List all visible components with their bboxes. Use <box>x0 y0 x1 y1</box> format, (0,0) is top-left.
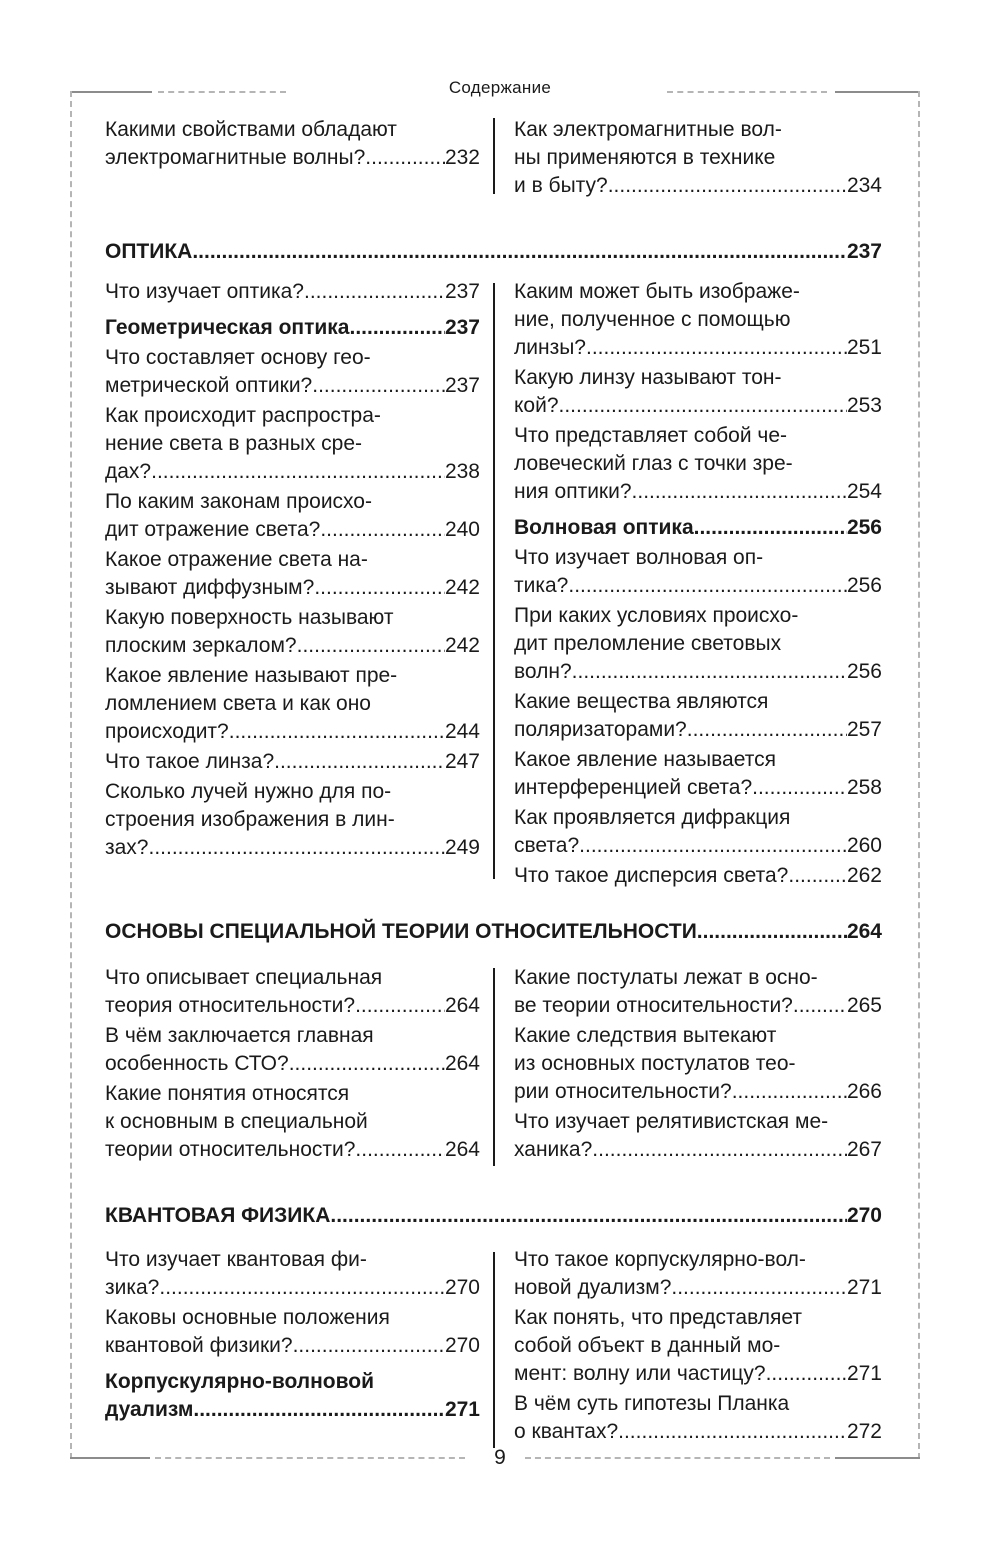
page-ref: 270 <box>444 1334 480 1357</box>
toc-entry[interactable] <box>514 688 882 744</box>
leader-dots <box>766 1360 847 1388</box>
leader-dots <box>694 514 847 542</box>
toc-entry[interactable] <box>514 1108 882 1164</box>
leader-dots <box>314 574 445 602</box>
page-ref: 237 <box>444 374 480 397</box>
entry-title: ханика? <box>514 1138 593 1161</box>
page-ref: 264 <box>444 994 480 1017</box>
entry-line: ны применяются в технике <box>514 146 776 169</box>
intro-divider <box>493 118 495 194</box>
entry-line: ломлением света и как оно <box>105 692 371 715</box>
leader-dots <box>274 748 445 776</box>
toc-subsection[interactable] <box>105 314 480 342</box>
entry-title: волн? <box>514 660 572 683</box>
toc-entry[interactable] <box>105 402 480 486</box>
toc-entry[interactable] <box>514 964 882 1020</box>
page-ref: 267 <box>846 1138 882 1161</box>
entry-title: тика? <box>514 574 569 597</box>
toc-entry[interactable] <box>514 804 882 860</box>
sto-left-column <box>105 964 480 1164</box>
leader-dots <box>559 392 847 420</box>
page-ref: 271 <box>846 1362 882 1385</box>
page-ref: 232 <box>444 146 480 169</box>
entry-line: Что представляет собой че- <box>514 424 788 447</box>
toc-entry[interactable] <box>514 364 882 420</box>
entry-title: новой дуализм? <box>514 1276 672 1299</box>
leader-dots <box>586 334 847 362</box>
optika-left-column <box>105 278 480 862</box>
page-ref: 237 <box>846 240 882 263</box>
entry-line: Что составляет основу гео- <box>105 346 371 369</box>
page-header: Содержание <box>448 78 552 97</box>
entry-title: интерференцией света? <box>514 776 753 799</box>
page-ref: 271 <box>444 1398 480 1421</box>
entry-title: зах? <box>105 836 149 859</box>
leader-dots <box>304 278 445 306</box>
entry-line: из основных постулатов тео- <box>514 1052 796 1075</box>
toc-entry[interactable] <box>514 1022 882 1106</box>
toc-entry[interactable] <box>514 602 882 686</box>
leader-dots <box>365 144 445 172</box>
leader-dots <box>752 774 847 802</box>
entry-line: В чём суть гипотезы Планка <box>514 1392 790 1415</box>
toc-entry[interactable] <box>514 746 882 802</box>
leader-dots <box>320 516 445 544</box>
page-ref: 237 <box>444 280 480 303</box>
entry-title: зика? <box>105 1276 160 1299</box>
leader-dots <box>355 992 445 1020</box>
entry-title: кой? <box>514 394 559 417</box>
page-ref: 240 <box>444 518 480 541</box>
toc-entry[interactable] <box>105 1246 480 1302</box>
entry-line: Что изучает релятивистская ме- <box>514 1110 829 1133</box>
leader-dots <box>687 716 847 744</box>
entry-line: Какое отражение света на- <box>105 548 368 571</box>
page-ref: 238 <box>444 460 480 483</box>
optika-right-column <box>514 278 882 890</box>
toc-entry[interactable] <box>514 544 882 600</box>
section-heading-sto[interactable] <box>105 918 882 946</box>
frame-top-dash-right <box>667 91 827 93</box>
entry-line: собой объект в данный мо- <box>514 1334 781 1357</box>
entry-title: Что такое линза? <box>105 750 275 773</box>
toc-entry[interactable] <box>105 778 480 862</box>
toc-entry[interactable] <box>105 1022 480 1078</box>
entry-title: теории относительности? <box>105 1138 356 1161</box>
entry-line: Что изучает волновая оп- <box>514 546 764 569</box>
entry-line: Какие постулаты лежат в осно- <box>514 966 818 989</box>
entry-title: Геометрическая оптика <box>105 316 350 339</box>
section-heading-kvant[interactable] <box>105 1202 882 1230</box>
leader-dots <box>579 832 847 860</box>
toc-entry[interactable] <box>514 422 882 506</box>
entry-title: и в быту? <box>514 174 608 197</box>
page-ref: 254 <box>846 480 882 503</box>
toc-entry[interactable] <box>105 1080 480 1164</box>
entry-line: Какие следствия вытекают <box>514 1024 777 1047</box>
toc-entry[interactable] <box>105 604 480 660</box>
page-ref: 262 <box>846 864 882 887</box>
leader-dots <box>229 718 445 746</box>
page-ref: 266 <box>846 1080 882 1103</box>
entry-line: нение света в разных сре- <box>105 432 363 455</box>
page-ref: 256 <box>846 516 882 539</box>
leader-dots <box>289 1050 445 1078</box>
entry-line: Как электромагнитные вол- <box>514 118 782 141</box>
entry-title: Что изучает оптика? <box>105 280 304 303</box>
toc-entry[interactable] <box>514 1304 882 1388</box>
entry-title: Что такое дисперсия света? <box>514 864 789 887</box>
entry-title: квантовой физики? <box>105 1334 293 1357</box>
entry-line: к основным в специальной <box>105 1110 368 1133</box>
heading-title: ОПТИКА <box>105 240 193 263</box>
page-ref: 265 <box>846 994 882 1017</box>
leader-dots <box>193 1396 445 1424</box>
entry-line: Какое явление называют пре- <box>105 664 398 687</box>
page-ref: 256 <box>846 660 882 683</box>
entry-line: Что такое корпускулярно-вол- <box>514 1248 806 1271</box>
page-ref: 247 <box>444 750 480 773</box>
entry-title: дуализм <box>105 1398 194 1421</box>
kvant-divider <box>493 1252 495 1448</box>
page-ref: 271 <box>846 1276 882 1299</box>
entry-line: Каковы основные положения <box>105 1306 390 1329</box>
sto-right-column <box>514 964 882 1164</box>
entry-line: Корпускулярно-волновой <box>105 1370 374 1393</box>
page-ref: 251 <box>846 336 882 359</box>
entry-line: строения изображения в лин- <box>105 808 395 831</box>
page-ref: 264 <box>846 920 882 943</box>
frame-right <box>918 91 920 1459</box>
entry-line: ние, полученное с помощью <box>514 308 791 331</box>
entry-title: линзы? <box>514 336 586 359</box>
page-ref: 272 <box>846 1420 882 1443</box>
entry-title: о квантах? <box>514 1420 619 1443</box>
leader-dots <box>297 632 445 660</box>
leader-dots <box>618 1418 847 1446</box>
entry-line: ловеческий глаз с точки зре- <box>514 452 793 475</box>
leader-dots <box>592 1136 847 1164</box>
toc-entry[interactable] <box>514 862 882 890</box>
leader-dots <box>632 478 847 506</box>
page-ref: 244 <box>444 720 480 743</box>
frame-top-right <box>835 91 920 93</box>
leader-dots <box>151 458 445 486</box>
entry-line: Как проявляется дифракция <box>514 806 791 829</box>
leader-dots <box>732 1078 847 1106</box>
entry-line: Каким может быть изображе- <box>514 280 800 303</box>
frame-left <box>70 91 72 1459</box>
toc-entry[interactable] <box>105 748 480 776</box>
leader-dots <box>788 862 847 890</box>
entry-line: дит преломление световых <box>514 632 782 655</box>
leader-dots <box>568 572 847 600</box>
entry-title: особенность СТО? <box>105 1052 289 1075</box>
toc-entry[interactable] <box>105 488 480 544</box>
entry-line: При каких условиях происхо- <box>514 604 799 627</box>
leader-dots <box>159 1274 445 1302</box>
leader-dots <box>793 992 847 1020</box>
toc-entry[interactable] <box>105 546 480 602</box>
frame-top-left <box>70 91 152 93</box>
entry-line: Какое явление называется <box>514 748 776 771</box>
toc-entry[interactable] <box>105 344 480 400</box>
entry-title: ния оптики? <box>514 480 632 503</box>
entry-line: По каким законам происхо- <box>105 490 372 513</box>
entry-line: Сколько лучей нужно для по- <box>105 780 392 803</box>
heading-title: КВАНТОВАЯ ФИЗИКА <box>105 1204 331 1227</box>
page-ref: 270 <box>846 1204 882 1227</box>
toc-subsection[interactable] <box>105 1368 480 1424</box>
leader-dots <box>349 314 444 342</box>
entry-line: Как происходит распростра- <box>105 404 381 427</box>
page-ref: 270 <box>444 1276 480 1299</box>
entry-line: Какими свойствами обладают <box>105 118 397 141</box>
leader-dots <box>608 172 847 200</box>
page-ref: 260 <box>846 834 882 857</box>
entry-line: Какие понятия относятся <box>105 1082 350 1105</box>
kvant-left-column <box>105 1246 480 1424</box>
page-ref: 264 <box>444 1138 480 1161</box>
leader-dots <box>330 1202 847 1230</box>
heading-title: ОСНОВЫ СПЕЦИАЛЬНОЙ ТЕОРИИ ОТНОСИТЕЛЬНОСТИ <box>105 920 697 943</box>
toc-subsection[interactable] <box>514 514 882 542</box>
leader-dots <box>293 1332 445 1360</box>
toc-entry[interactable] <box>105 964 480 1020</box>
section-heading-optika[interactable] <box>105 238 882 266</box>
toc-entry[interactable] <box>514 278 882 362</box>
page-ref: 249 <box>444 836 480 859</box>
intro-right-column <box>514 116 882 200</box>
page-ref: 242 <box>444 634 480 657</box>
kvant-right-column <box>514 1246 882 1446</box>
page-ref: 264 <box>444 1052 480 1075</box>
leader-dots <box>149 834 445 862</box>
entry-title: мент: волну или частицу? <box>514 1362 766 1385</box>
page-ref: 258 <box>846 776 882 799</box>
entry-title: поляризаторами? <box>514 718 687 741</box>
sto-divider <box>493 968 495 1166</box>
page-ref: 256 <box>846 574 882 597</box>
entry-title: света? <box>514 834 580 857</box>
toc-entry[interactable] <box>105 278 480 306</box>
entry-title: плоским зеркалом? <box>105 634 297 657</box>
optika-divider <box>493 283 495 879</box>
leader-dots <box>312 372 445 400</box>
entry-title: происходит? <box>105 720 229 743</box>
entry-title: Волновая оптика <box>514 516 694 539</box>
toc-entry[interactable] <box>514 1246 882 1302</box>
entry-title: дах? <box>105 460 152 483</box>
leader-dots <box>671 1274 847 1302</box>
entry-line: Какую поверхность называют <box>105 606 394 629</box>
toc-entry[interactable] <box>105 662 480 746</box>
page-ref: 257 <box>846 718 882 741</box>
toc-entry[interactable] <box>105 1304 480 1360</box>
entry-line: В чём заключается главная <box>105 1024 374 1047</box>
entry-line: Как понять, что представляет <box>514 1306 803 1329</box>
leader-dots <box>572 658 847 686</box>
leader-dots <box>355 1136 445 1164</box>
entry-line: Какую линзу называют тон- <box>514 366 782 389</box>
entry-title: рии относительности? <box>514 1080 732 1103</box>
toc-entry[interactable] <box>514 116 882 200</box>
entry-title: метрической оптики? <box>105 374 313 397</box>
page-number: 9 <box>494 1446 506 1469</box>
toc-entry[interactable] <box>514 1390 882 1446</box>
toc-entry[interactable] <box>105 116 480 172</box>
leader-dots <box>697 918 847 946</box>
page-ref: 253 <box>846 394 882 417</box>
entry-title: ве теории относительности? <box>514 994 793 1017</box>
entry-line: Что описывает специальная <box>105 966 383 989</box>
page-ref: 237 <box>444 316 480 339</box>
entry-title: зывают диффузным? <box>105 576 315 599</box>
entry-line: Какие вещества являются <box>514 690 769 713</box>
entry-title: дит отражение света? <box>105 518 321 541</box>
intro-left-column <box>105 116 480 172</box>
leader-dots <box>192 238 847 266</box>
entry-title: электромагнитные волны? <box>105 146 366 169</box>
frame-top-dash-left <box>158 91 286 93</box>
entry-title: теория относительности? <box>105 994 356 1017</box>
page-ref: 242 <box>444 576 480 599</box>
entry-line: Что изучает квантовая фи- <box>105 1248 367 1271</box>
page-ref: 234 <box>846 174 882 197</box>
